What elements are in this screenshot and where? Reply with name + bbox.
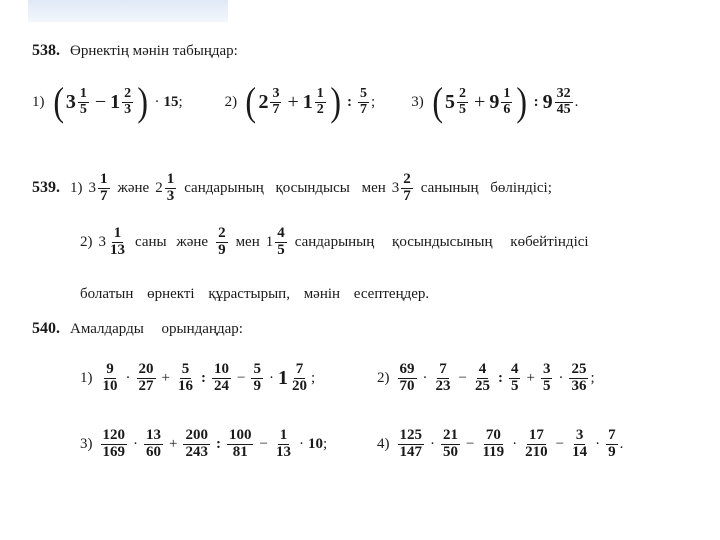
fraction: $\frac{1}{7}$ (100, 171, 108, 204)
problem-540-expr-1: 1) $\frac{9}{10}$ · $\frac{20}{27}$ + $\frac{5}{16}$ : $\frac{10}{24}$ − $\frac{5}{9}$ · 1 $\frac{7}{20}$ ; (80, 361, 316, 394)
fraction: $\frac{21}{50}$ (443, 427, 458, 460)
fraction: $\frac{3}{14}$ (572, 427, 588, 460)
fraction: $\frac{9}{10}$ (102, 361, 118, 394)
problem-540-expr-4: 4) $\frac{125}{147}$ · $\frac{21}{50}$ − $\frac{70}{119}$ · $\frac{17}{210}$ − $\frac{3}{14}$ · $\frac{7}{9}$ . (377, 427, 624, 460)
problem-540-expr-2: 2) $\frac{69}{70}$ · $\frac{7}{23}$ − $\frac{4}{25}$ : $\frac{4}{5}$ + $\frac{3}{5}$ · $\frac{25}{36}$ ; (377, 361, 595, 394)
problem-539-line-2: 2) 3 $\frac{1}{13}$ саны және $\frac{2}{9}$ мен 1 $\frac{4}{5}$ сандарының қосындысының көбейтіндісі (80, 225, 589, 258)
problem-540-number: 540. (32, 320, 60, 337)
fraction: $\frac{1}{13}$ (110, 225, 125, 258)
expr-538-2-label: 2) (224, 93, 238, 110)
fraction: $\frac{3}{5}$ (542, 361, 551, 394)
fraction: $\frac{100}{81}$ (228, 427, 252, 460)
fraction: $\frac{10}{24}$ (213, 361, 229, 394)
fraction: $\frac{4}{5}$ (277, 225, 285, 258)
fraction: $\frac{2}{5}$ (459, 85, 467, 117)
top-decor-strip (28, 0, 228, 22)
problem-540-title-line (32, 320, 243, 338)
fraction: $\frac{5}{7}$ (360, 85, 368, 117)
fraction: $\frac{7}{23}$ (435, 361, 451, 394)
fraction: $\frac{125}{147}$ (399, 427, 422, 460)
fraction: $\frac{4}{25}$ (474, 361, 490, 394)
fraction: $\frac{2}{3}$ (124, 85, 132, 117)
fraction: $\frac{2}{9}$ (218, 225, 226, 258)
problem-540-expr-3: 3) $\frac{120}{169}$ · $\frac{13}{60}$ + $\frac{200}{243}$ : $\frac{100}{81}$ − $\frac{1}{13}$ · 10 ; (80, 427, 328, 460)
problem-539-line-1: 539. 1) 3 $\frac{1}{7}$ және 2 $\frac{1}{3}$ сандарының қосындысы мен 3 $\frac{2}{7}$ санының бөліндісі; (32, 171, 552, 204)
fraction: $\frac{120}{169}$ (102, 427, 125, 460)
fraction: $\frac{1}{2}$ (316, 85, 324, 117)
fraction: $\frac{17}{210}$ (525, 427, 548, 460)
fraction: $\frac{25}{36}$ (571, 361, 587, 394)
fraction: $\frac{1}{6}$ (503, 85, 511, 117)
fraction: $\frac{7}{20}$ (291, 361, 307, 394)
problem-538-expressions: 1) ( 3 $\frac{1}{5}$ − 1 $\frac{2}{3}$ ) · 15 ; 2) ( 2 $\frac{3}{7}$ + 1 $\frac{1}{2}$ ) : $\frac{5}{7}$ ; 3) ( 5 $\frac{2}{5}$ + 9 $\frac{1}{6}$ ) : 9 $\frac{32}{45}$ . (32, 79, 579, 124)
expr-538-1-label: 1) (32, 93, 45, 110)
problem-539-number: 539. (32, 179, 60, 197)
problem-538-number: 538. (32, 42, 60, 59)
fraction: $\frac{70}{119}$ (482, 427, 505, 460)
fraction: $\frac{7}{9}$ (608, 427, 616, 460)
fraction: $\frac{5}{16}$ (177, 361, 193, 394)
expr-538-3-label: 3) (411, 93, 424, 110)
fraction: $\frac{20}{27}$ (138, 361, 154, 394)
fraction: $\frac{1}{3}$ (166, 171, 175, 204)
fraction: $\frac{2}{7}$ (403, 171, 411, 204)
fraction: $\frac{1}{5}$ (79, 85, 87, 117)
problem-538-title-line (32, 42, 238, 60)
fraction: $\frac{5}{9}$ (253, 361, 261, 394)
problem-540-title: Амалдарды орындаңдар: (70, 320, 243, 337)
fraction: $\frac{69}{70}$ (399, 361, 415, 394)
fraction: $\frac{13}{60}$ (146, 427, 161, 460)
fraction: $\frac{32}{45}$ (556, 85, 571, 117)
problem-539-line-3: болатын өрнекті құрастырып, мәнін есептеңдер. (80, 286, 430, 302)
fraction: $\frac{200}{243}$ (185, 427, 208, 460)
fraction: $\frac{1}{13}$ (275, 427, 291, 460)
problem-538-title: Өрнектің мәнін табыңдар: (70, 42, 238, 59)
fraction: $\frac{4}{5}$ (510, 361, 519, 394)
fraction: $\frac{3}{7}$ (272, 85, 280, 117)
